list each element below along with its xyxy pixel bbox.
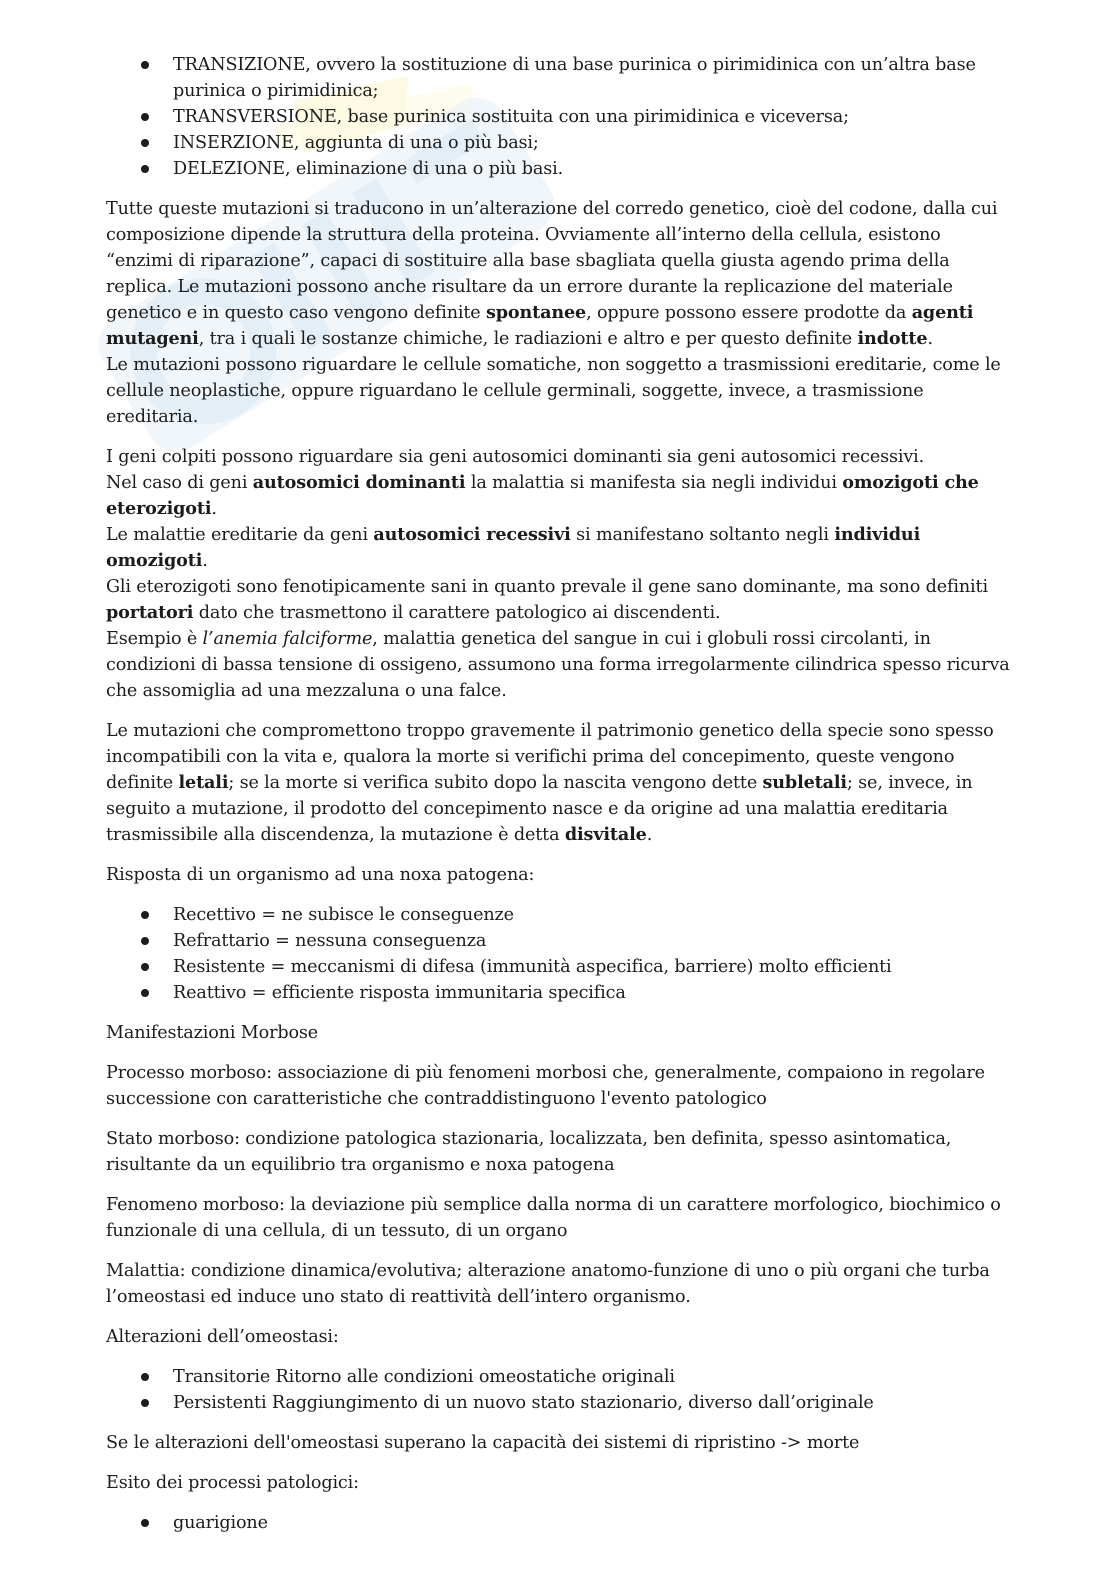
- list-item: Persistenti Raggiungimento di un nuovo stato stazionario, diverso dall’originale: [106, 1390, 1011, 1416]
- list-item: Refrattario = nessuna conseguenza: [106, 928, 1011, 954]
- definition-paragraph: Fenomeno morboso: la deviazione più semplice dalla norma di un carattere morfologico, biochimico o funzionale di una cellula, di un tessuto, di un organo: [106, 1195, 1001, 1241]
- genes-paragraph: I geni colpiti possono riguardare sia geni autosomici dominanti sia geni autosomici recessivi. Nel caso di geni autosomici dominanti la malattia si manifesta sia negli individui omozigoti che eterozigoti. Le malattie ereditarie da geni autosomici recessivi si manifestano soltanto negli individui omozigoti. Gli eterozigoti sono fenotipicamente sani in quanto prevale il gene sano dominante, ma sono definiti portatori dato che trasmettono il carattere patologico ai discendenti. Esempio è l’anemia falciforme, malattia genetica del sangue in cui i globuli rossi circolanti, in condizioni di bassa tensione di ossigeno, assumono una forma irregolarmente cilindrica spesso ricurva che assomiglia ad una mezzaluna o una falce.: [106, 447, 1010, 701]
- document-page: [106, 52, 1011, 1550]
- list-item: Recettivo = ne subisce le conseguenze: [106, 902, 1011, 928]
- definition-paragraph: Processo morboso: associazione di più fenomeni morbosi che, generalmente, compaiono in regolare successione con caratteristiche che contraddistinguono l'evento patologico: [106, 1063, 985, 1109]
- definition-paragraph: Malattia: condizione dinamica/evolutiva; alterazione anatomo-funzione di uno o più organi che turba l’omeostasi ed induce uno stato di reattività dell’intero organismo.: [106, 1261, 990, 1307]
- mutation-types-list: [106, 52, 1011, 182]
- list-item: guarigione: [106, 1510, 1011, 1536]
- death-line: Se le alterazioni dell'omeostasi superano la capacità dei sistemi di ripristino -> morte: [106, 1433, 860, 1453]
- list-item: TRANSIZIONE, ovvero la sostituzione di una base purinica o pirimidinica con un’altra base purinica o pirimidinica;: [106, 52, 1011, 104]
- response-list: [106, 902, 1011, 1006]
- alterations-list: [106, 1364, 1011, 1416]
- list-item: DELEZIONE, eliminazione di una o più basi.: [106, 156, 1011, 182]
- manifestations-heading: Manifestazioni Morbose: [106, 1023, 319, 1043]
- list-item: Resistente = meccanismi di difesa (immunità aspecifica, barriere) molto efficienti: [106, 954, 1011, 980]
- list-item: INSERZIONE, aggiunta di una o più basi;: [106, 130, 1011, 156]
- outcome-list: [106, 1510, 1011, 1536]
- list-item: Transitorie Ritorno alle condizioni omeostatiche originali: [106, 1364, 1011, 1390]
- definition-paragraph: Stato morboso: condizione patologica stazionaria, localizzata, ben definita, spesso asintomatica, risultante da un equilibrio tra organismo e noxa patogena: [106, 1129, 952, 1175]
- response-heading: Risposta di un organismo ad una noxa patogena:: [106, 865, 535, 885]
- list-item: Reattivo = efficiente risposta immunitaria specifica: [106, 980, 1011, 1006]
- alterations-heading: Alterazioni dell’omeostasi:: [106, 1327, 339, 1347]
- outcome-heading: Esito dei processi patologici:: [106, 1473, 359, 1493]
- list-item: TRANSVERSIONE, base purinica sostituita con una pirimidinica e viceversa;: [106, 104, 1011, 130]
- lethal-mutations-paragraph: Le mutazioni che compromettono troppo gravemente il patrimonio genetico della specie sono spesso incompatibili con la vita e, qualora la morte si verifichi prima del concepimento, queste vengono definite letali; se la morte si verifica subito dopo la nascita vengono dette subletali; se, invece, in seguito a mutazione, il prodotto del concepimento nasce e da origine ad una malattia ereditaria trasmissibile alla discendenza, la mutazione è detta disvitale.: [106, 721, 994, 845]
- mutations-paragraph: Tutte queste mutazioni si traducono in un’alterazione del corredo genetico, cioè del codone, dalla cui composizione dipende la struttura della proteina. Ovviamente all’interno della cellula, esistono “enzimi di riparazione”, capaci di sostituire alla base sbagliata quella giusta agendo prima della replica. Le mutazioni possono anche risultare da un errore durante la replicazione del materiale genetico e in questo caso vengono definite spontanee, oppure possono essere prodotte da agenti mutageni, tra i quali le sostanze chimiche, le radiazioni e altro e per questo definite indotte. Le mutazioni possono riguardare le cellule somatiche, non soggetto a trasmissioni ereditarie, come le cellule neoplastiche, oppure riguardano le cellule germinali, soggette, invece, a trasmissione ereditaria.: [106, 199, 1001, 427]
